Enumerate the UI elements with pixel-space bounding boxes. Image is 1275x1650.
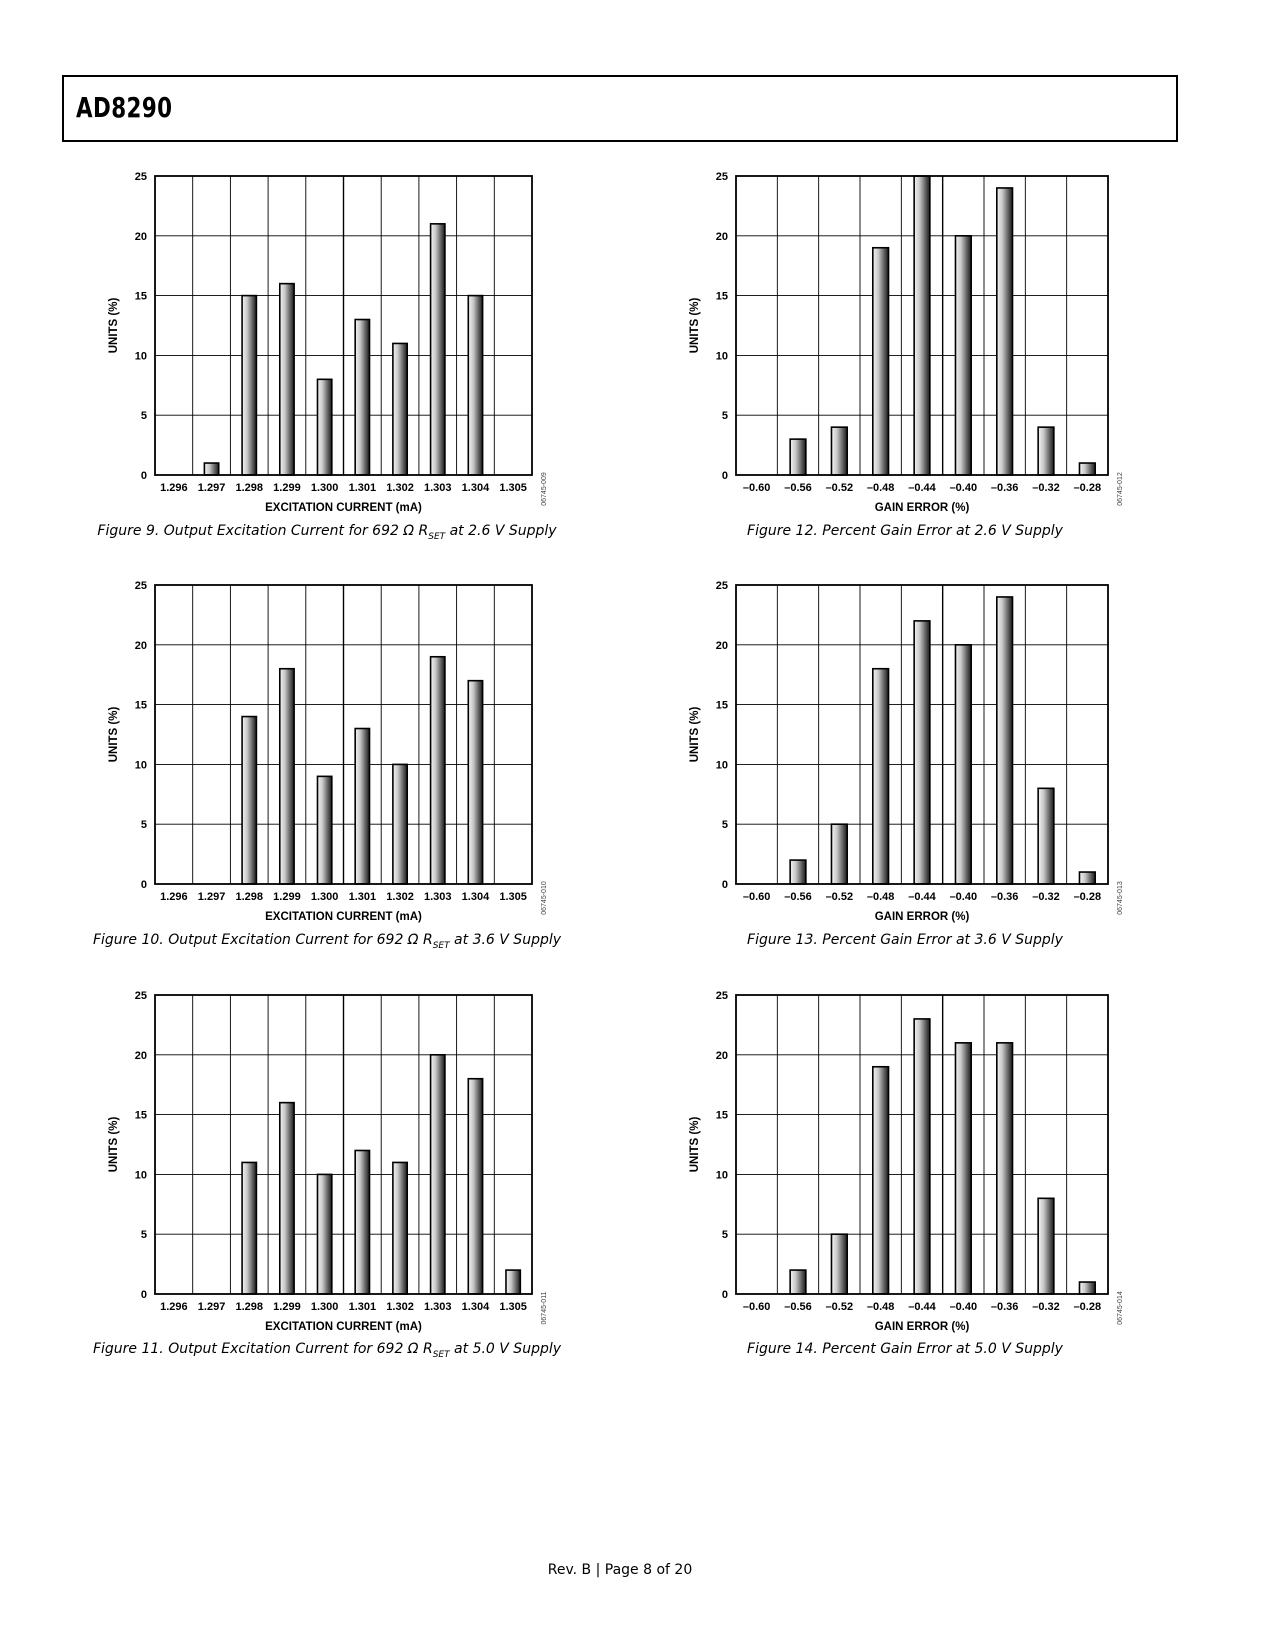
caption-main: Figure 12. Percent Gain Error at 2.6 V Supply: [747, 523, 1063, 539]
x-tick-label: 1.299: [273, 1301, 301, 1313]
chart-figure-10: [95, 575, 562, 934]
caption-figure-10: [62, 932, 592, 951]
bar: [1079, 872, 1095, 884]
x-axis-title: EXCITATION CURRENT (mA): [265, 502, 422, 514]
x-tick-label: 1.304: [461, 482, 490, 494]
figure-id: 06745-011: [541, 1291, 548, 1325]
x-tick-label: 1.305: [499, 482, 527, 494]
chart-figure-14: [676, 985, 1138, 1344]
bar: [790, 1270, 806, 1294]
chart-figure-11: [95, 985, 562, 1344]
x-tick-label: –0.52: [825, 1301, 854, 1313]
bar: [280, 669, 294, 884]
bar: [468, 1079, 482, 1294]
x-tick-label: 1.298: [235, 891, 264, 903]
x-tick-label: 1.303: [423, 482, 452, 494]
y-tick-label: 0: [721, 1289, 728, 1301]
x-tick-label: –0.36: [990, 891, 1019, 903]
bar: [242, 296, 256, 475]
y-tick-label: 0: [721, 879, 728, 891]
bar: [831, 1234, 847, 1294]
caption-figure-11: [62, 1341, 592, 1360]
bar: [506, 1270, 520, 1294]
bar: [355, 320, 369, 475]
bar: [955, 645, 971, 884]
x-axis-title: GAIN ERROR (%): [874, 1321, 970, 1333]
y-tick-label: 10: [715, 350, 728, 363]
bar: [242, 1162, 256, 1294]
x-tick-label: –0.40: [949, 1301, 978, 1313]
bar: [997, 1043, 1013, 1294]
x-tick-label: –0.48: [866, 482, 895, 494]
y-tick-label: 25: [134, 990, 147, 1002]
x-tick-label: 1.298: [235, 482, 264, 494]
bar: [790, 860, 806, 884]
y-tick-label: 15: [134, 699, 147, 712]
page-footer: Rev. B | Page 8 of 20: [547, 1562, 693, 1578]
bar: [914, 1019, 930, 1294]
y-tick-label: 5: [140, 1229, 147, 1242]
x-axis-title: EXCITATION CURRENT (mA): [265, 1321, 422, 1333]
caption-main: Figure 11. Output Excitation Current for 692 Ω R: [92, 1341, 433, 1357]
y-tick-label: 25: [134, 171, 147, 183]
x-tick-label: 1.298: [235, 1301, 264, 1313]
y-tick-label: 20: [134, 639, 147, 652]
y-tick-label: 0: [721, 470, 728, 482]
x-tick-label: 1.303: [423, 891, 452, 903]
figure-id: 06745-010: [541, 881, 548, 915]
caption-main: Figure 9. Output Excitation Current for 692 Ω R: [97, 523, 429, 539]
x-tick-label: 1.300: [310, 1301, 339, 1313]
x-tick-label: 1.296: [160, 482, 188, 494]
caption-tail: at 3.6 V Supply: [449, 932, 562, 948]
x-tick-label: 1.303: [423, 1301, 452, 1313]
y-tick-label: 25: [715, 171, 728, 183]
x-tick-label: 1.305: [499, 1301, 527, 1313]
caption-tail: at 5.0 V Supply: [449, 1341, 562, 1357]
x-tick-label: –0.56: [784, 482, 812, 494]
bar: [955, 236, 971, 475]
bar: [1079, 1282, 1095, 1294]
x-tick-label: –0.56: [784, 891, 812, 903]
chart-figure-13: [676, 575, 1138, 934]
x-tick-label: 1.296: [160, 891, 188, 903]
caption-subscript: SET: [432, 1349, 450, 1360]
bar: [355, 1150, 369, 1294]
y-tick-label: 15: [715, 699, 728, 712]
bar: [280, 284, 294, 475]
x-tick-label: 1.304: [461, 891, 490, 903]
y-tick-label: 10: [715, 1169, 728, 1182]
x-tick-label: –0.56: [784, 1301, 812, 1313]
x-tick-label: –0.28: [1073, 482, 1102, 494]
y-tick-label: 10: [134, 350, 147, 363]
x-tick-label: 1.302: [386, 1301, 414, 1313]
caption-main: Figure 10. Output Excitation Current for 692 Ω R: [92, 932, 433, 948]
x-tick-label: 1.299: [273, 891, 301, 903]
bar: [873, 669, 889, 884]
y-tick-label: 5: [721, 410, 728, 423]
x-axis-title: GAIN ERROR (%): [874, 502, 970, 514]
caption-main: Figure 14. Percent Gain Error at 5.0 V Supply: [747, 1341, 1063, 1357]
bar: [431, 224, 445, 475]
x-tick-label: 1.305: [499, 891, 527, 903]
x-tick-label: 1.297: [197, 1301, 226, 1313]
figure-id: 06745-009: [541, 472, 548, 506]
y-tick-label: 10: [134, 759, 147, 772]
bar: [1038, 1198, 1054, 1294]
y-tick-label: 15: [134, 290, 147, 303]
y-axis-title: UNITS (%): [108, 706, 120, 763]
y-axis-title: UNITS (%): [108, 1116, 120, 1173]
x-tick-label: –0.48: [866, 1301, 895, 1313]
x-tick-label: –0.60: [742, 1301, 771, 1313]
bar: [997, 597, 1013, 884]
y-tick-label: 0: [140, 1289, 147, 1301]
y-axis-title: UNITS (%): [689, 297, 701, 354]
y-tick-label: 25: [134, 580, 147, 592]
y-tick-label: 20: [134, 230, 147, 243]
y-tick-label: 0: [140, 879, 147, 891]
y-tick-label: 5: [140, 410, 147, 423]
x-tick-label: –0.32: [1032, 482, 1060, 494]
bar: [1038, 788, 1054, 884]
x-tick-label: 1.297: [197, 891, 226, 903]
caption-figure-9: [62, 523, 592, 542]
x-tick-label: –0.36: [990, 482, 1019, 494]
y-tick-label: 10: [134, 1169, 147, 1182]
y-tick-label: 15: [715, 1109, 728, 1122]
caption-main: Figure 13. Percent Gain Error at 3.6 V Supply: [747, 932, 1063, 948]
x-tick-label: 1.296: [160, 1301, 188, 1313]
y-tick-label: 20: [715, 639, 728, 652]
x-tick-label: –0.60: [742, 891, 771, 903]
bar: [873, 1067, 889, 1294]
caption-subscript: SET: [428, 531, 446, 542]
bar: [955, 1043, 971, 1294]
x-tick-label: 1.304: [461, 1301, 490, 1313]
bar: [468, 681, 482, 884]
bar: [355, 729, 369, 884]
y-tick-label: 20: [715, 1049, 728, 1062]
y-tick-label: 5: [140, 819, 147, 832]
y-axis-title: UNITS (%): [689, 706, 701, 763]
x-tick-label: –0.44: [908, 482, 936, 494]
bar: [317, 379, 331, 475]
caption-figure-13: [640, 932, 1170, 948]
bar: [393, 1162, 407, 1294]
bar: [831, 427, 847, 475]
x-tick-label: –0.28: [1073, 1301, 1102, 1313]
x-tick-label: –0.40: [949, 482, 978, 494]
y-tick-label: 15: [715, 290, 728, 303]
header-box: [62, 75, 1178, 142]
caption-subscript: SET: [432, 940, 450, 951]
y-tick-label: 20: [134, 1049, 147, 1062]
x-tick-label: 1.302: [386, 891, 414, 903]
x-tick-label: 1.301: [348, 482, 377, 494]
x-tick-label: –0.32: [1032, 1301, 1060, 1313]
x-tick-label: –0.52: [825, 482, 854, 494]
bar: [431, 657, 445, 884]
y-axis-title: UNITS (%): [689, 1116, 701, 1173]
bar: [790, 439, 806, 475]
bar: [468, 296, 482, 475]
bar: [914, 621, 930, 884]
bar: [393, 343, 407, 475]
bar: [1038, 427, 1054, 475]
x-tick-label: 1.299: [273, 482, 301, 494]
x-tick-label: 1.300: [310, 482, 339, 494]
y-tick-label: 25: [715, 580, 728, 592]
x-tick-label: –0.52: [825, 891, 854, 903]
bar: [997, 188, 1013, 475]
bar: [1079, 463, 1095, 475]
chart-figure-9: [95, 166, 562, 525]
bar: [317, 1174, 331, 1294]
x-tick-label: –0.60: [742, 482, 771, 494]
x-tick-label: –0.44: [908, 1301, 936, 1313]
bar: [431, 1055, 445, 1294]
bar: [204, 463, 218, 475]
x-tick-label: 1.300: [310, 891, 339, 903]
y-tick-label: 5: [721, 819, 728, 832]
caption-figure-14: [640, 1341, 1170, 1357]
x-tick-label: 1.297: [197, 482, 226, 494]
x-tick-label: –0.48: [866, 891, 895, 903]
y-tick-label: 5: [721, 1229, 728, 1242]
figure-id: 06745-014: [1117, 1291, 1124, 1325]
bar: [242, 717, 256, 884]
caption-figure-12: [640, 523, 1170, 539]
x-tick-label: –0.40: [949, 891, 978, 903]
bar: [831, 824, 847, 884]
bar: [914, 176, 930, 475]
figure-id: 06745-012: [1117, 472, 1124, 506]
x-tick-label: –0.36: [990, 1301, 1019, 1313]
caption-tail: at 2.6 V Supply: [445, 523, 557, 539]
x-tick-label: –0.32: [1032, 891, 1060, 903]
y-tick-label: 15: [134, 1109, 147, 1122]
y-tick-label: 0: [140, 470, 147, 482]
x-axis-title: GAIN ERROR (%): [874, 911, 970, 923]
page-title: AD8290: [76, 91, 173, 124]
bar: [280, 1103, 294, 1294]
chart-figure-12: [676, 166, 1138, 525]
y-axis-title: UNITS (%): [108, 297, 120, 354]
y-tick-label: 10: [715, 759, 728, 772]
bar: [317, 776, 331, 884]
figure-id: 06745-013: [1117, 881, 1124, 915]
y-tick-label: 25: [715, 990, 728, 1002]
bar: [873, 248, 889, 475]
x-tick-label: 1.302: [386, 482, 414, 494]
x-tick-label: 1.301: [348, 1301, 377, 1313]
x-tick-label: –0.44: [908, 891, 936, 903]
x-axis-title: EXCITATION CURRENT (mA): [265, 911, 422, 923]
x-tick-label: 1.301: [348, 891, 377, 903]
y-tick-label: 20: [715, 230, 728, 243]
bar: [393, 764, 407, 884]
x-tick-label: –0.28: [1073, 891, 1102, 903]
